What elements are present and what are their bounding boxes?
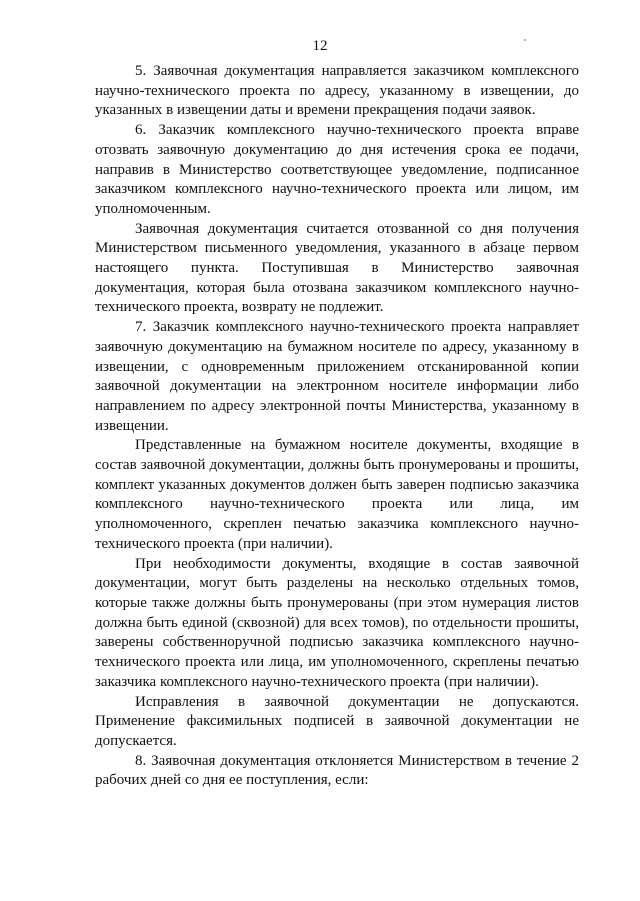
paragraph-clause-6: 6. Заказчик комплексного научно-технического проекта вправе отозвать заявочную документацию до дня истечения срока ее подачи, направив в Министерство соответствующее уведомление, подписанное заказчиком комплексного научно-технического проекта или лицом, им уполномоченным.: [95, 122, 579, 217]
scan-speck: [524, 39, 526, 41]
paragraph-clause-8: 8. Заявочная документация отклоняется Министерством в течение 2 рабочих дней со дня ее поступления, если:: [95, 752, 579, 789]
paragraph-clause-7: 7. Заказчик комплексного научно-технического проекта направляет заявочную документацию на бумажном носителе по адресу, указанному в извещении, с одновременным приложением отсканированной копии заявочной документации на электронном носителе информации либо направлением по адресу электронной почты Министерства, указанному в извещении.: [95, 319, 579, 434]
paragraph-clause-5: 5. Заявочная документация направляется заказчиком комплексного научно-технического проекта по адресу, указанному в извещении, до указанных в извещении даты и времени прекращения подачи заявок.: [95, 63, 579, 119]
paragraph-clause-7-numbering: Представленные на бумажном носителе документы, входящие в состав заявочной документации, должны быть пронумерованы и прошиты, комплект указанных документов должен быть заверен подписью заказчика комплексного научно-технического проекта или лица, им уполномоченного, скреплен печатью заказчика комплексного научно-технического проекта (при наличии).: [95, 437, 579, 552]
paragraph-clause-6-withdrawal: Заявочная документация считается отозванной со дня получения Министерством письменного уведомления, указанного в абзаце первом настоящего пункта. Поступившая в Министерство заявочная документация, которая была отозвана заказчиком комплексного научно-технического проекта, возврату не подлежит.: [95, 220, 579, 316]
paragraph-clause-7-corrections: Исправления в заявочной документации не допускаются. Применение факсимильных подписей в заявочной документации не допускается.: [95, 693, 579, 749]
page-number: 12: [312, 38, 328, 54]
paragraph-clause-7-volumes: При необходимости документы, входящие в состав заявочной документации, могут быть разделены на несколько отдельных томов, которые также должны быть пронумерованы (при этом нумерация листов должна быть единой (сквозной) для всех томов), по отдельности прошиты, заверены собственноручной подписью заказчика комплексного научно-технического проекта или лица, им уполномоченного, скреплены печатью заказчика комплексного научно-технического проекта (при наличии).: [95, 555, 579, 690]
body-text: [95, 62, 579, 791]
